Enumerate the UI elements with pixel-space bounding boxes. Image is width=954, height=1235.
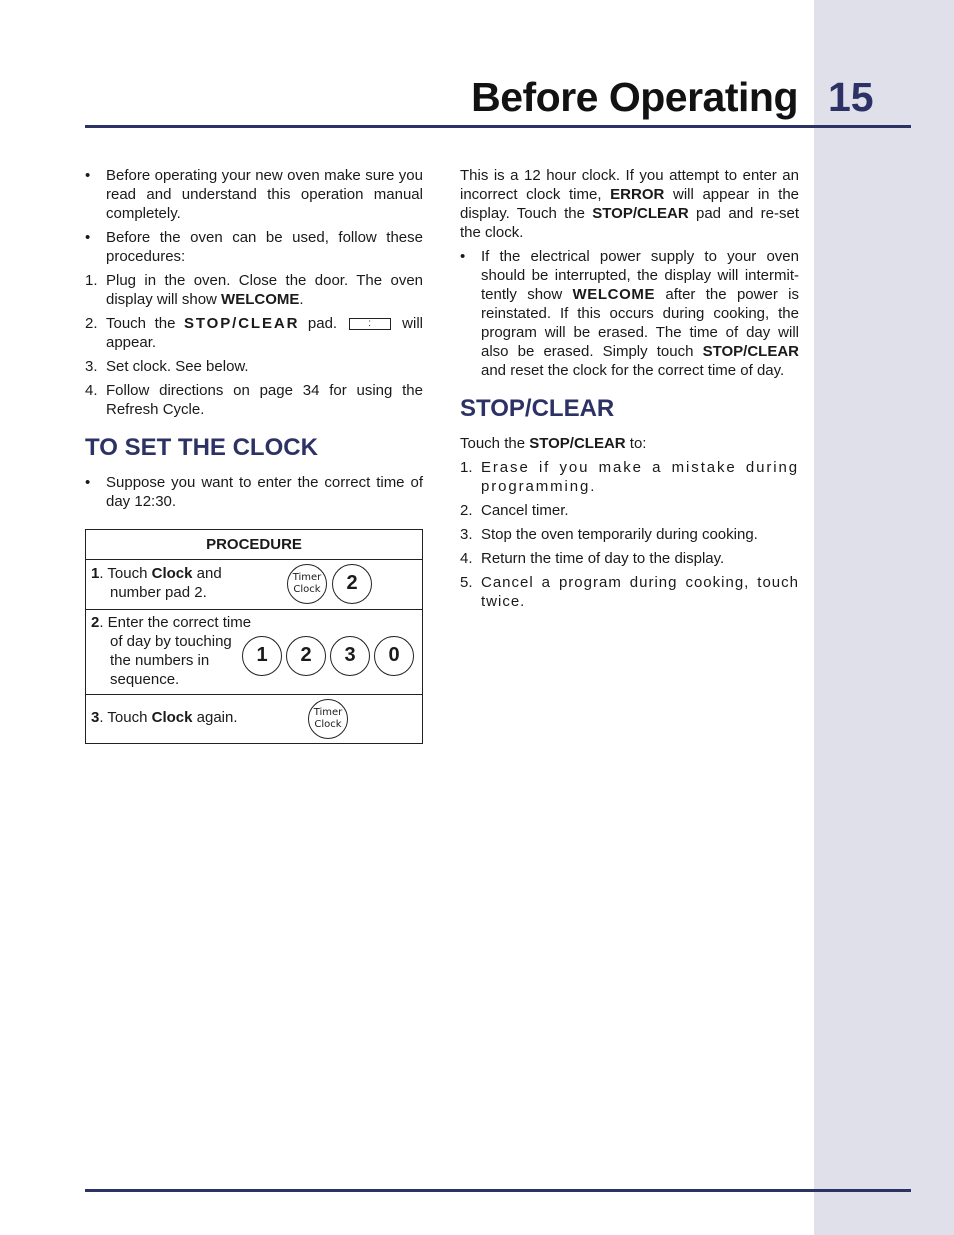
list-item: 3. Stop the oven temporarily during cooking. — [460, 526, 758, 543]
page-title: Before Operating — [471, 74, 798, 120]
list-item: • Before the oven can be used, follow these procedures: — [85, 229, 423, 265]
display-indicator: : — [349, 318, 391, 330]
right-column — [460, 166, 799, 616]
list-item: • If the electrical power supply to your oven should be interrupted, the display will intermit-tently show WELCOME after the power is reinstated. If this occurs during cooking, the program will be erased. The time of day will also be erased. Simply touch STOP/CLEAR and reset the clock for the correct time of day. — [460, 248, 799, 379]
left-column — [85, 166, 423, 744]
header-rule — [85, 125, 911, 128]
side-margin-band — [814, 0, 954, 1235]
number-pad-1-button: 1 — [242, 636, 282, 676]
page-number: 15 — [828, 74, 874, 120]
list-item: 1. Plug in the oven. Close the door. The oven display will show WELCOME. — [85, 272, 423, 308]
timer-clock-button: Timer Clock — [287, 564, 327, 604]
timer-clock-button: Timer Clock — [308, 699, 348, 739]
procedure-row-2: 2. Enter the correct time of day by touching the numbers in sequence. 1 2 3 0 — [86, 610, 423, 695]
list-item: 1. Erase if you make a mistake during programming. — [460, 459, 799, 495]
list-item: • Suppose you want to enter the correct time of day 12:30. — [85, 474, 423, 510]
number-pad-2-button: 2 — [332, 564, 372, 604]
list-item: • Before operating your new oven make sure you read and understand this operation manual completely. — [85, 167, 423, 222]
number-pad-2-button: 2 — [286, 636, 326, 676]
clock-intro: This is a 12 hour clock. If you attempt to enter an incorrect clock time, ERROR will appear in the display. Touch the STOP/CLEAR pad and re-set the clock. — [460, 167, 800, 241]
procedure-table — [85, 529, 423, 744]
list-item: 2. Cancel timer. — [460, 502, 569, 519]
procedure-row-1: 1. Touch Clock and number pad 2. Timer Clock 2 — [86, 560, 423, 610]
list-item: 3. Set clock. See below. — [85, 358, 249, 375]
list-item: 2. Touch the STOP/CLEAR pad. : will appear. — [85, 315, 424, 351]
list-item: 4. Return the time of day to the display. — [460, 550, 725, 567]
procedure-row-3: 3. Touch Clock again. Timer Clock — [86, 695, 423, 744]
list-item: 4. Follow directions on page 34 for using the Refresh Cycle. — [85, 382, 423, 418]
stop-clear-intro: Touch the STOP/CLEAR to: — [460, 435, 647, 452]
procedure-header: PROCEDURE — [86, 530, 423, 560]
list-item: 5. Cancel a program during cooking, touch twice. — [460, 574, 799, 610]
number-pad-3-button: 3 — [330, 636, 370, 676]
section-heading-stop-clear: STOP/CLEAR — [460, 395, 615, 422]
section-heading-set-clock: TO SET THE CLOCK — [85, 434, 318, 461]
number-pad-0-button: 0 — [374, 636, 414, 676]
footer-rule — [85, 1189, 911, 1192]
